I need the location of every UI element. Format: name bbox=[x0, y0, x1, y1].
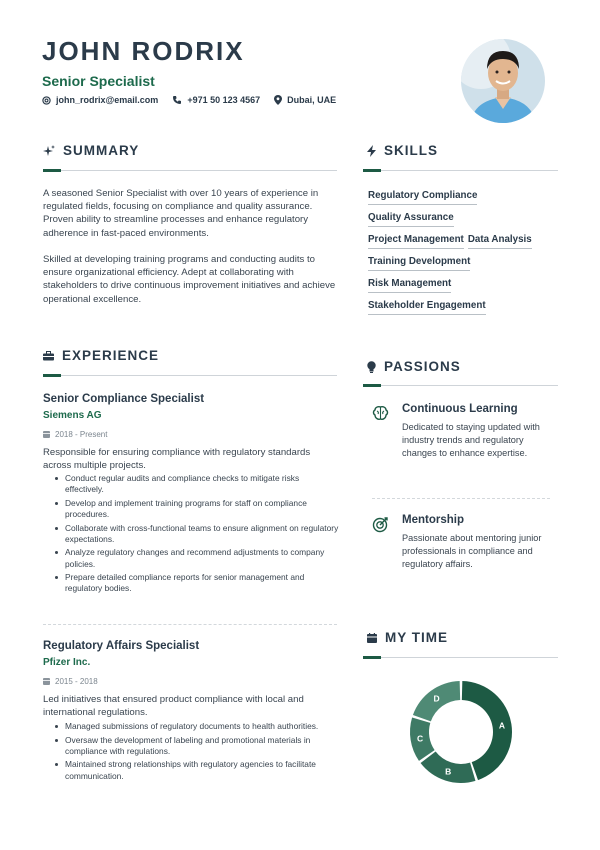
job-2-bullets bbox=[51, 721, 339, 784]
skills-list bbox=[368, 186, 558, 318]
skill-item: Training Development bbox=[368, 252, 470, 271]
summary-heading bbox=[43, 143, 139, 158]
job-2-summary: Led initiatives that ensured product compliance with local and international regulations. bbox=[43, 694, 304, 719]
location-pin-icon bbox=[274, 95, 282, 105]
my-time-divider bbox=[363, 657, 558, 658]
summary-heading-text: SUMMARY bbox=[63, 143, 140, 158]
calendar-icon bbox=[43, 431, 50, 438]
job-1-title: Senior Compliance Specialist bbox=[43, 393, 205, 405]
passions-heading-text: PASSIONS bbox=[384, 359, 461, 374]
my-time-heading bbox=[367, 630, 448, 645]
skills-heading bbox=[367, 143, 438, 158]
sparkle-icon bbox=[43, 145, 55, 157]
job-2-company: Pfizer Inc. bbox=[43, 657, 91, 668]
email-text: john_rodrix@email.com bbox=[56, 95, 159, 105]
job-2-title: Regulatory Affairs Specialist bbox=[43, 640, 200, 652]
calendar-icon bbox=[43, 678, 50, 685]
skill-item: Regulatory Compliance bbox=[368, 186, 477, 205]
skill-item: Data Analysis bbox=[468, 230, 532, 249]
location-contact bbox=[274, 95, 336, 105]
at-icon bbox=[42, 96, 51, 105]
candidate-name: JOHN RODRIX bbox=[42, 36, 245, 66]
summary-paragraph-2: Skilled at developing training programs and conducting audits to ensure organizational efficiency. Adept at collaborating with stakeholders to drive continuous improvement initiatives and achieve operational excellence. bbox=[43, 254, 336, 305]
summary-divider bbox=[43, 170, 337, 171]
donut-label-b: B bbox=[445, 766, 452, 777]
phone-text: +971 50 123 4567 bbox=[187, 95, 261, 105]
summary-paragraph-1: A seasoned Senior Specialist with over 10 years of experience in regulated fields, focusing on compliance and quality assurance. Proven ability to streamline processes and enhance regulatory adherence in fast-paced environments. bbox=[43, 188, 319, 239]
phone-icon bbox=[172, 95, 182, 105]
list-item: Conduct regular audits and compliance checks to mitigate risks effectively. bbox=[51, 473, 339, 495]
time-donut-chart bbox=[403, 674, 519, 790]
list-item: Collaborate with cross-functional teams to ensure alignment on regulatory expectations. bbox=[51, 523, 339, 545]
experience-heading-text: EXPERIENCE bbox=[62, 348, 160, 363]
profile-photo bbox=[461, 39, 545, 123]
list-item: Maintained strong relationships with regulatory agencies to facilitate communication. bbox=[51, 759, 339, 781]
list-item: Managed submissions of regulatory documents to health authorities. bbox=[51, 721, 339, 732]
job-2-dates bbox=[43, 677, 98, 686]
experience-heading bbox=[43, 348, 159, 363]
passion-separator bbox=[372, 498, 550, 499]
passions-heading bbox=[367, 359, 461, 374]
experience-divider bbox=[43, 375, 337, 376]
list-item: Prepare detailed compliance reports for senior management and regulatory bodies. bbox=[51, 572, 339, 594]
job-1-company: Siemens AG bbox=[43, 410, 102, 421]
list-item: Analyze regulatory changes and recommend adjustments to company policies. bbox=[51, 547, 339, 569]
contact-info bbox=[42, 95, 336, 105]
skills-divider bbox=[363, 170, 558, 171]
job-title: Senior Specialist bbox=[42, 73, 155, 89]
briefcase-icon bbox=[43, 351, 54, 361]
passion-1-title: Continuous Learning bbox=[402, 403, 518, 415]
job-1-summary: Responsible for ensuring compliance with regulatory standards across multiple projects. bbox=[43, 447, 311, 472]
lightbulb-icon bbox=[367, 361, 376, 373]
location-text: Dubai, UAE bbox=[287, 95, 337, 105]
skills-heading-text: SKILLS bbox=[384, 143, 439, 158]
phone-contact[interactable] bbox=[172, 95, 260, 105]
passion-1-description: Dedicated to staying updated with industry trends and regulatory changes to enhance expertise. bbox=[402, 422, 540, 459]
job-2-dates-text: 2015 - 2018 bbox=[55, 677, 98, 686]
passion-2-title: Mentorship bbox=[402, 514, 464, 526]
brain-icon bbox=[372, 405, 389, 422]
donut-label-a: A bbox=[498, 720, 506, 731]
passions-divider bbox=[363, 385, 558, 386]
lightning-icon bbox=[367, 145, 376, 157]
skill-item: Risk Management bbox=[368, 274, 451, 293]
list-item: Develop and implement training programs for staff on compliance procedures. bbox=[51, 498, 339, 520]
target-icon bbox=[372, 516, 389, 533]
job-1-dates-text: 2018 - Present bbox=[55, 430, 108, 439]
passion-2-description: Passionate about mentoring junior professionals in compliance and regulatory affairs. bbox=[402, 533, 542, 570]
skill-item: Quality Assurance bbox=[368, 208, 454, 227]
email-contact[interactable] bbox=[42, 95, 158, 105]
calendar-icon bbox=[367, 633, 377, 643]
list-item: Oversaw the development of labeling and promotional materials in compliance with regulations. bbox=[51, 735, 339, 757]
my-time-heading-text: MY TIME bbox=[385, 630, 449, 645]
donut-label-d: D bbox=[433, 693, 440, 704]
job-1-bullets bbox=[51, 473, 339, 597]
skill-item: Project Management bbox=[368, 230, 464, 249]
job-separator bbox=[43, 624, 337, 625]
donut-label-c: C bbox=[416, 733, 424, 744]
skill-item: Stakeholder Engagement bbox=[368, 296, 486, 315]
job-1-dates bbox=[43, 430, 107, 439]
